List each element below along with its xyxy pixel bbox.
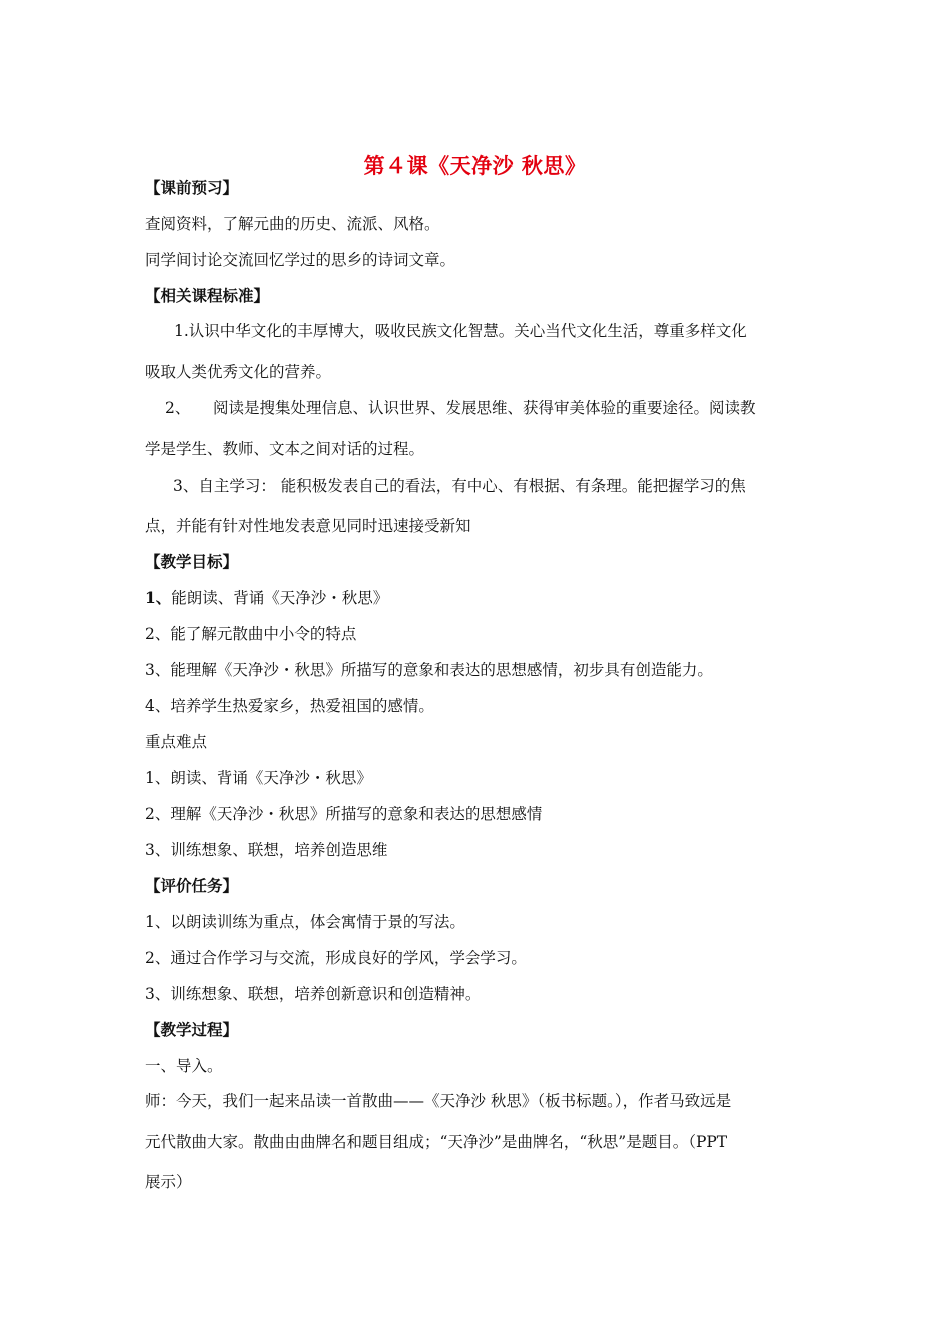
goal-item-2: 2、能了解元散曲中小令的特点 [145, 625, 357, 643]
process-paragraph-line-c: 展示） [145, 1173, 192, 1191]
section-heading-goals: 【教学目标】 [145, 553, 239, 571]
key-point-2: 2、理解《天净沙・秋思》所描写的意象和表达的思想感情 [145, 805, 543, 823]
key-point-3: 3、训练想象、联想，培养创造思维 [145, 841, 388, 859]
standard-2-line-b: 学是学生、教师、文本之间对话的过程。 [145, 440, 425, 458]
key-point-1: 1、朗读、背诵《天净沙・秋思》 [145, 769, 372, 787]
goal-item-1 [145, 588, 388, 608]
standard-1-line-b: 吸取人类优秀文化的营养。 [145, 363, 332, 381]
key-points-heading: 重点难点 [145, 733, 208, 751]
process-step-1: 一、导入。 [145, 1057, 223, 1075]
process-paragraph-line-b: 元代散曲大家。散曲由曲牌名和题目组成；“天净沙”是曲牌名，“秋思”是题目。（PPT [145, 1133, 728, 1151]
section-heading-preview: 【课前预习】 [145, 179, 239, 197]
evaluation-item-2: 2、通过合作学习与交流，形成良好的学风，学会学习。 [145, 949, 527, 967]
evaluation-item-3: 3、训练想象、联想，培养创新意识和创造精神。 [145, 985, 481, 1003]
goal-item-3: 3、能理解《天净沙・秋思》所描写的意象和表达的思想感情，初步具有创造能力。 [145, 661, 713, 679]
goal-item-4: 4、培养学生热爱家乡，热爱祖国的感情。 [145, 697, 434, 715]
goal-item-1-number: 1、 [145, 588, 172, 607]
standard-3-line-a: 3、自主学习： 能积极发表自己的看法，有中心、有根据、有条理。能把握学习的焦 [173, 477, 746, 495]
preview-line-2: 同学间讨论交流回忆学过的思乡的诗词文章。 [145, 251, 456, 269]
standard-3-line-b: 点，并能有针对性地发表意见同时迅速接受新知 [145, 517, 471, 535]
section-heading-evaluation: 【评价任务】 [145, 877, 239, 895]
preview-line-1: 查阅资料，了解元曲的历史、流派、风格。 [145, 215, 440, 233]
standard-1-line-a: 1.认识中华文化的丰厚博大，吸收民族文化智慧。关心当代文化生活，尊重多样文化 [174, 322, 747, 340]
goal-item-1-text: 能朗读、背诵《天净沙・秋思》 [171, 589, 389, 607]
standard-2-line-a: 阅读是搜集处理信息、认识世界、发展思维、获得审美体验的重要途径。阅读教 [213, 399, 756, 417]
section-heading-standards: 【相关课程标准】 [145, 287, 270, 305]
lesson-title: 第４课《天净沙 秋思》 [363, 154, 587, 178]
process-paragraph-line-a: 师：今天，我们一起来品读一首散曲——《天净沙 秋思》（板书标题。），作者马致远是 [145, 1092, 732, 1110]
section-heading-process: 【教学过程】 [145, 1021, 239, 1039]
evaluation-item-1: 1、以朗读训练为重点，体会寓情于景的写法。 [145, 913, 465, 931]
standard-2-number: 2、 [165, 399, 191, 417]
